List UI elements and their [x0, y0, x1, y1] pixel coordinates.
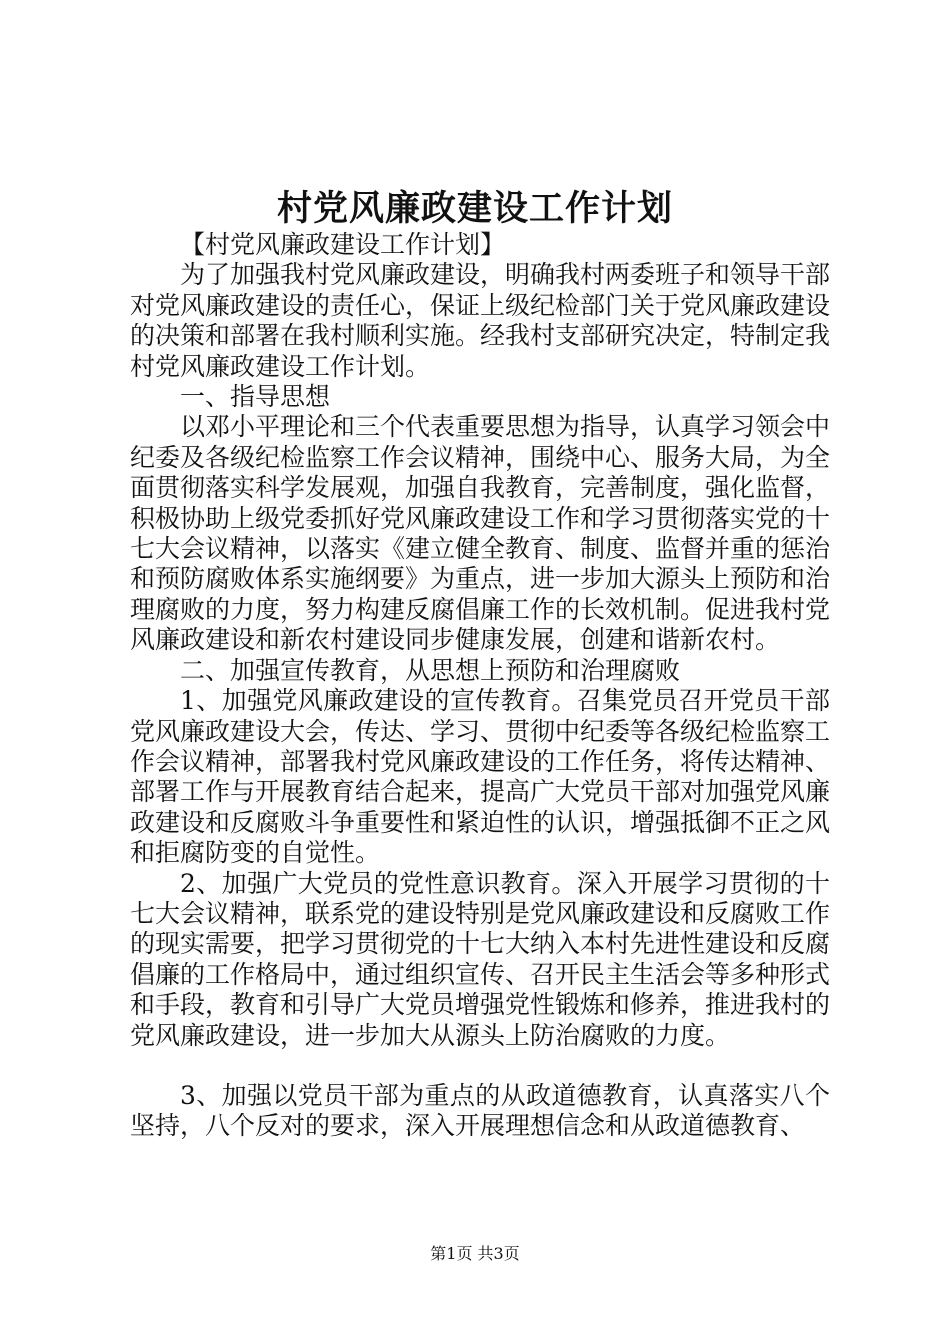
paragraph-guiding-ideology: 以邓小平理论和三个代表重要思想为指导，认真学习领会中纪委及各级纪检监察工作会议精神，围绕中心、服务大局，为全面贯彻落实科学发展观，加强自我教育，完善制度，强化监督，积极协助上级党委抓好党风廉政建设工作和学习贯彻落实党的十七大会议精神，以落实《建立健全教育、制度、监督并重的惩治和预防腐败体系实施纲要》为重点，进一步加大源头上预防和治理腐败的力度，努力构建反腐倡廉工作的长效机制。促进我村党风廉政建设和新农村建设同步健康发展，创建和谐新农村。 — [130, 412, 831, 655]
page-number-footer: 第1页 共3页 — [430, 1244, 520, 1263]
paragraph-item-2: 2、加强广大党员的党性意识教育。深入开展学习贯彻的十七大会议精神，联系党的建设特别是党风廉政建设和反腐败工作的现实需要，把学习贯彻党的十七大纳入本村先进性建设和反腐倡廉的工作格局中，通过组织宣传、召开民主生活会等多种形式和手段，教育和引导广大党员增强党性锻炼和修养，推进我村的党风廉政建设，进一步加大从源头上防治腐败的力度。 — [130, 868, 831, 1050]
document-title: 村党风廉政建设工作计划 — [276, 188, 673, 229]
section-heading-publicity-education: 二、加强宣传教育，从思想上预防和治理腐败 — [180, 655, 681, 685]
paragraph-heading-bracket: 【村党风廉政建设工作计划】 — [180, 230, 506, 259]
paragraph-intro: 为了加强我村党风廉政建设，明确我村两委班子和领导干部对党风廉政建设的责任心，保证上级纪检部门关于党风廉政建设的决策和部署在我村顺利实施。经我村支部研究决定，特制定我村党风廉政建设工作计划。 — [130, 260, 831, 381]
section-heading-guiding-ideology: 一、指导思想 — [180, 382, 331, 412]
paragraph-item-1: 1、加强党风廉政建设的宣传教育。召集党员召开党员干部党风廉政建设大会，传达、学习、贯彻中纪委等各级纪检监察工作会议精神，部署我村党风廉政建设的工作任务，将传达精神、部署工作与开展教育结合起来，提高广大党员干部对加强党风廉政建设和反腐败斗争重要性和紧迫性的认识，增强抵御不正之风和拒腐防变的自觉性。 — [130, 686, 831, 868]
paragraph-item-3: 3、加强以党员干部为重点的从政道德教育，认真落实八个坚持，八个反对的要求，深入开展理想信念和从政道德教育、 — [130, 1080, 830, 1141]
document-body — [130, 230, 830, 1142]
